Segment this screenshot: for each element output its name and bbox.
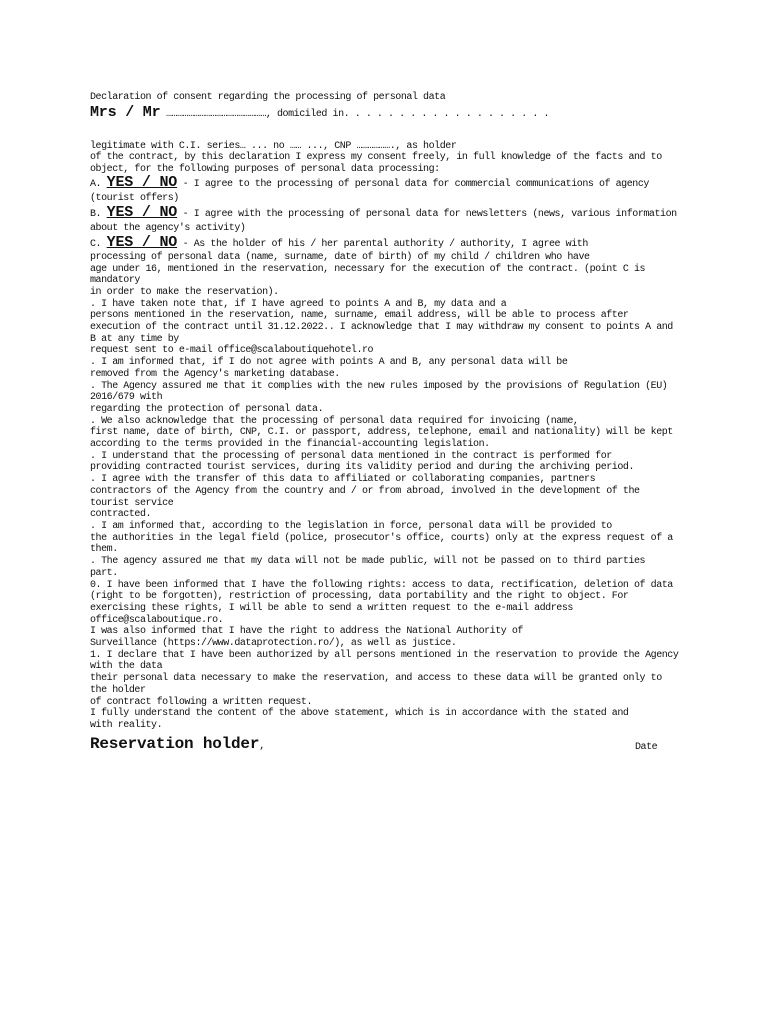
declaration-line: in order to make the reservation). — [90, 286, 279, 298]
contract-line: of the contract, by this declaration I express my consent freely, in full knowledge of the facts and to — [90, 152, 662, 164]
declaration-line: age under 16, mentioned in the reservation, necessary for the execution of the contract. (point C is mandatory — [90, 263, 646, 287]
option-c — [90, 233, 680, 252]
document-title: Declaration of consent regarding the processing of personal data — [90, 92, 446, 103]
declaration-body — [90, 252, 680, 732]
option-text: - I agree to the processing of personal data for commercial communications of agency (tourist offers) — [90, 178, 649, 204]
declaration-line: (right to be forgotten), restriction of processing, data portability and the right to object. For — [90, 591, 629, 603]
domicile-text: ………………………………………………, domiciled in. . . . . . . . . . . . . . . . . . . — [165, 108, 550, 120]
purposes-line: object, for the following purposes of personal data processing: — [90, 164, 440, 176]
holder-comma: , — [259, 740, 265, 752]
declaration-line: providing contracted tourist services, during its validity period and during the archiving period. — [90, 462, 634, 474]
declaration-line: . I understand that the processing of personal data mentioned in the contract is performed for — [90, 450, 612, 462]
declaration-line: their personal data necessary to make the reservation, and access to these data will be granted only to the holder — [90, 673, 662, 696]
declaration-line: contractors of the Agency from the country and / or from abroad, involved in the development of the tourist service — [90, 485, 640, 509]
declaration-line: processing of personal data (name, surname, date of birth) of my child / children who have — [90, 251, 590, 263]
yes-no-choice: YES / NO — [106, 233, 178, 251]
declaration-line: . We also acknowledge that the processing of personal data required for invoicing (name, — [90, 415, 579, 427]
salutation-row — [90, 105, 680, 123]
declaration-line: of contract following a written request. — [90, 696, 313, 708]
declaration-line: contracted. — [90, 509, 152, 521]
declaration-line: with reality. — [90, 719, 163, 731]
option-b — [90, 203, 680, 236]
declaration-line: regarding the protection of personal data. — [90, 403, 324, 415]
declaration-line: I fully understand the content of the above statement, which is in accordance with the stated and — [90, 708, 629, 720]
salutation: Mrs / Mr — [90, 103, 161, 121]
declaration-line: . I have taken note that, if I have agreed to points A and B, my data and a — [90, 298, 507, 310]
option-text: - As the holder of his / her parental authority / authority, I agree with — [177, 238, 588, 250]
declaration-line: removed from the Agency's marketing database. — [90, 368, 340, 380]
declaration-line: Surveillance (https://www.dataprotection.ro/), as well as justice. — [90, 638, 457, 650]
yes-no-choice: YES / NO — [106, 173, 178, 191]
declaration-line: first name, date of birth, CNP, C.I. or passport, address, telephone, email and nationality) will be kept — [90, 427, 673, 439]
declaration-line: I was also informed that I have the right to address the National Authority of — [90, 626, 523, 638]
declaration-line: office@scalaboutique.ro. — [90, 614, 224, 626]
signature-row — [90, 735, 680, 756]
id-line: legitimate with C.I. series… ... no …… ..., CNP ………………., as holder — [90, 140, 457, 152]
declaration-line: . The Agency assured me that it complies with the new rules imposed by the provisions of Regulation (EU) 2016/679 with — [90, 380, 668, 404]
declaration-line: . I agree with the transfer of this data to affiliated or collaborating companies, partners — [90, 474, 596, 486]
option-letter: C. — [90, 238, 102, 250]
declaration-line: the authorities in the legal field (police, prosecutor's office, courts) only at the express request of a — [90, 532, 673, 544]
declaration-line: . The agency assured me that my data will not be made public, will not be passed on to third parties — [90, 556, 646, 568]
declaration-line: request sent to e-mail office@scalaboutiquehotel.ro — [90, 345, 374, 357]
reservation-holder-label: Reservation holder — [90, 734, 260, 753]
option-letter: A. — [90, 178, 102, 190]
yes-no-choice: YES / NO — [106, 203, 178, 221]
declaration-line: . I am informed that, according to the legislation in force, personal data will be provided to — [90, 520, 612, 532]
declaration-line: 1. I declare that I have been authorized by all persons mentioned in the reservation to provide the Agency with the data — [90, 649, 679, 673]
declaration-line: according to the terms provided in the financial-accounting legislation. — [90, 439, 490, 451]
declaration-line: part. — [90, 567, 118, 579]
declaration-line: persons mentioned in the reservation, name, surname, email address, will be able to process after — [90, 310, 629, 322]
option-a — [90, 173, 680, 206]
consent-declaration — [90, 92, 680, 756]
option-letter: B. — [90, 208, 102, 220]
option-text: - I agree with the processing of personal data for newsletters (news, various information about the agency's activity) — [90, 208, 677, 234]
declaration-line: 0. I have been informed that I have the following rights: access to data, rectification, deletion of data — [90, 579, 673, 591]
date-label: Date — [635, 741, 658, 753]
declaration-line: . I am informed that, if I do not agree with points A and B, any personal data will be — [90, 357, 568, 369]
declaration-line: exercising these rights, I will be able to send a written request to the e-mail address — [90, 602, 573, 614]
declaration-line: them. — [90, 544, 118, 556]
declaration-line: execution of the contract until 31.12.2022.. I acknowledge that I may withdraw my consent to points A and B at any time by — [90, 322, 673, 345]
